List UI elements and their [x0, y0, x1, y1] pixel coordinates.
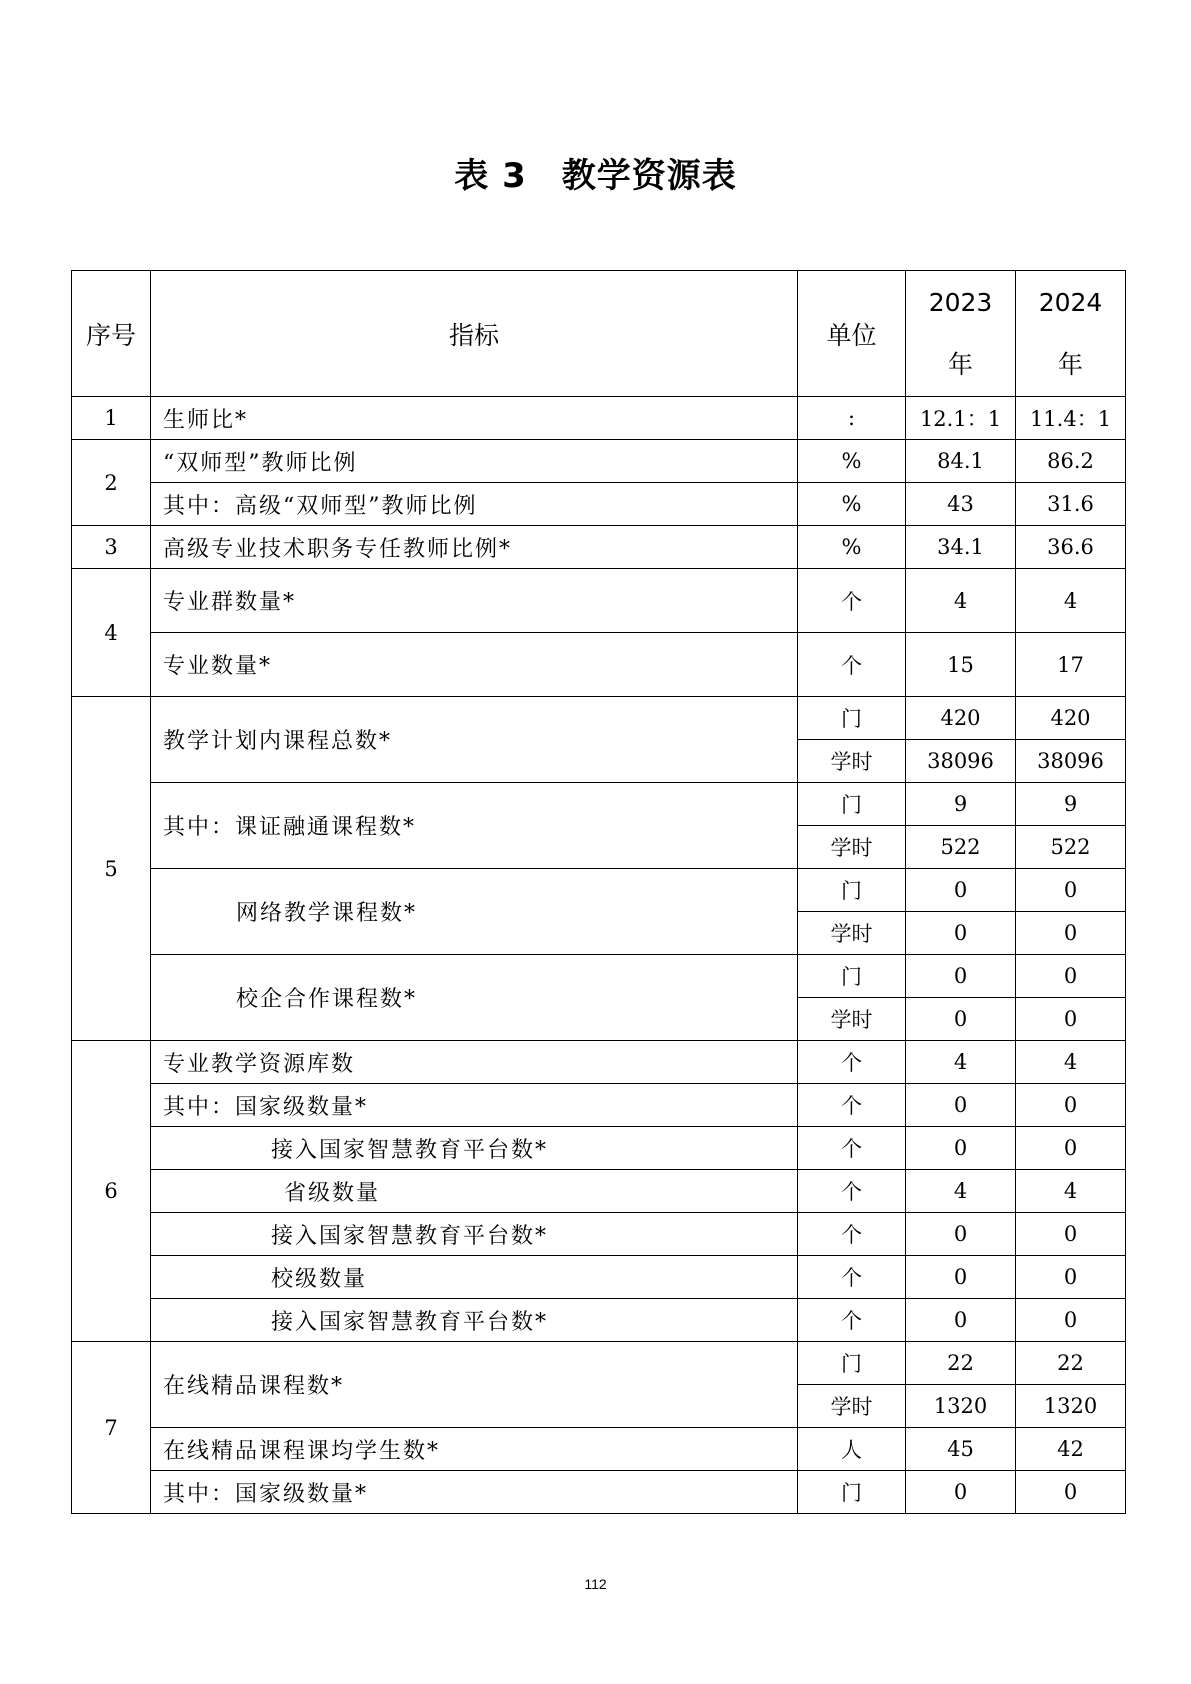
value-2023-cell: 43 [906, 483, 1016, 526]
value-2023-cell: 0 [906, 1127, 1016, 1170]
header-2023-year: 2023 [928, 287, 993, 317]
unit-cell: % [798, 483, 906, 526]
header-unit: 单位 [798, 271, 906, 397]
value-2024-cell: 36.6 [1016, 526, 1126, 569]
unit-cell: 门 [798, 697, 906, 740]
header-2023-suffix: 年 [947, 349, 973, 379]
value-2023-cell: 12.1：1 [906, 397, 1016, 440]
value-2023-cell: 0 [906, 1299, 1016, 1342]
unit-cell: 个 [798, 569, 906, 633]
unit-cell: 人 [798, 1428, 906, 1471]
value-2024-cell: 0 [1016, 998, 1126, 1041]
seq-cell: 3 [72, 526, 151, 569]
table-row [72, 1170, 1126, 1213]
indicator-cell: 校企合作课程数* [151, 955, 798, 1041]
indicator-cell: 其中：高级“双师型”教师比例 [151, 483, 798, 526]
unit-cell: 个 [798, 1299, 906, 1342]
table-row [72, 1256, 1126, 1299]
value-2023-cell: 420 [906, 697, 1016, 740]
value-2023-cell: 84.1 [906, 440, 1016, 483]
value-2024-cell: 4 [1016, 1170, 1126, 1213]
value-2024-cell: 42 [1016, 1428, 1126, 1471]
value-2024-cell: 522 [1016, 826, 1126, 869]
seq-cell: 7 [72, 1342, 151, 1514]
indicator-cell: 接入国家智慧教育平台数* [151, 1213, 798, 1256]
header-2024 [1016, 271, 1126, 397]
table-row [72, 1127, 1126, 1170]
indicator-cell: “双师型”教师比例 [151, 440, 798, 483]
value-2024-cell: 0 [1016, 1127, 1126, 1170]
value-2024-cell: 9 [1016, 783, 1126, 826]
unit-cell: 个 [798, 1256, 906, 1299]
value-2023-cell: 4 [906, 569, 1016, 633]
table-row [72, 1428, 1126, 1471]
header-indicator: 指标 [151, 271, 798, 397]
value-2023-cell: 1320 [906, 1385, 1016, 1428]
table-title: 表 3 教学资源表 [454, 156, 737, 196]
table-row [72, 955, 1126, 998]
unit-cell: 学时 [798, 998, 906, 1041]
table-row [72, 633, 1126, 697]
value-2023-cell: 38096 [906, 740, 1016, 783]
value-2024-cell: 38096 [1016, 740, 1126, 783]
value-2023-cell: 0 [906, 1213, 1016, 1256]
unit-cell: % [798, 440, 906, 483]
value-2023-cell: 45 [906, 1428, 1016, 1471]
header-2024-suffix: 年 [1057, 349, 1083, 379]
value-2024-cell: 0 [1016, 955, 1126, 998]
table-row [72, 440, 1126, 483]
indicator-cell: 专业教学资源库数 [151, 1041, 798, 1084]
value-2024-cell: 420 [1016, 697, 1126, 740]
unit-cell: 门 [798, 783, 906, 826]
indicator-cell: 教学计划内课程总数* [151, 697, 798, 783]
value-2024-cell: 0 [1016, 1256, 1126, 1299]
value-2023-cell: 0 [906, 1471, 1016, 1514]
value-2024-cell: 1320 [1016, 1385, 1126, 1428]
indicator-cell: 生师比* [151, 397, 798, 440]
unit-cell: 个 [798, 633, 906, 697]
value-2024-cell: 17 [1016, 633, 1126, 697]
value-2023-cell: 4 [906, 1170, 1016, 1213]
value-2024-cell: 4 [1016, 569, 1126, 633]
indicator-cell: 省级数量 [151, 1170, 798, 1213]
value-2023-cell: 0 [906, 1084, 1016, 1127]
seq-cell: 5 [72, 697, 151, 1041]
indicator-cell: 专业数量* [151, 633, 798, 697]
table-row [72, 526, 1126, 569]
indicator-cell: 在线精品课程数* [151, 1342, 798, 1428]
unit-cell: 门 [798, 1471, 906, 1514]
value-2023-cell: 0 [906, 955, 1016, 998]
seq-cell: 2 [72, 440, 151, 526]
indicator-cell: 高级专业技术职务专任教师比例* [151, 526, 798, 569]
value-2023-cell: 522 [906, 826, 1016, 869]
indicator-cell: 接入国家智慧教育平台数* [151, 1127, 798, 1170]
unit-cell: 门 [798, 869, 906, 912]
value-2023-cell: 0 [906, 1256, 1016, 1299]
unit-cell: 个 [798, 1170, 906, 1213]
unit-cell: % [798, 526, 906, 569]
unit-cell: 门 [798, 955, 906, 998]
value-2024-cell: 86.2 [1016, 440, 1126, 483]
indicator-cell: 其中：国家级数量* [151, 1471, 798, 1514]
page-number: 112 [584, 1576, 607, 1592]
value-2024-cell: 11.4：1 [1016, 397, 1126, 440]
unit-cell: 学时 [798, 826, 906, 869]
teaching-resources-table [71, 270, 1126, 1514]
table-body [72, 397, 1126, 1514]
header-row [72, 271, 1126, 397]
table-row [72, 1084, 1126, 1127]
value-2024-cell: 0 [1016, 1299, 1126, 1342]
unit-cell: 个 [798, 1127, 906, 1170]
header-2024-year: 2024 [1038, 287, 1103, 317]
table-row [72, 397, 1126, 440]
value-2023-cell: 34.1 [906, 526, 1016, 569]
unit-cell: : [798, 397, 906, 440]
indicator-cell: 其中：课证融通课程数* [151, 783, 798, 869]
value-2024-cell: 0 [1016, 1471, 1126, 1514]
seq-cell: 6 [72, 1041, 151, 1342]
unit-cell: 个 [798, 1084, 906, 1127]
value-2024-cell: 0 [1016, 1213, 1126, 1256]
value-2023-cell: 0 [906, 869, 1016, 912]
indicator-cell: 其中：国家级数量* [151, 1084, 798, 1127]
table-row [72, 1299, 1126, 1342]
seq-cell: 1 [72, 397, 151, 440]
indicator-cell: 接入国家智慧教育平台数* [151, 1299, 798, 1342]
table-row [72, 783, 1126, 826]
seq-cell: 4 [72, 569, 151, 697]
unit-cell: 个 [798, 1213, 906, 1256]
indicator-cell: 校级数量 [151, 1256, 798, 1299]
header-2023 [906, 271, 1016, 397]
table-row [72, 1471, 1126, 1514]
indicator-cell: 在线精品课程课均学生数* [151, 1428, 798, 1471]
unit-cell: 学时 [798, 1385, 906, 1428]
value-2023-cell: 9 [906, 783, 1016, 826]
value-2023-cell: 0 [906, 998, 1016, 1041]
unit-cell: 学时 [798, 912, 906, 955]
table-row [72, 569, 1126, 633]
value-2024-cell: 22 [1016, 1342, 1126, 1385]
value-2024-cell: 0 [1016, 869, 1126, 912]
value-2024-cell: 4 [1016, 1041, 1126, 1084]
value-2023-cell: 4 [906, 1041, 1016, 1084]
value-2024-cell: 0 [1016, 912, 1126, 955]
header-seq: 序号 [72, 271, 151, 397]
unit-cell: 个 [798, 1041, 906, 1084]
table-row [72, 869, 1126, 912]
indicator-cell: 网络教学课程数* [151, 869, 798, 955]
unit-cell: 门 [798, 1342, 906, 1385]
value-2023-cell: 22 [906, 1342, 1016, 1385]
value-2024-cell: 0 [1016, 1084, 1126, 1127]
value-2023-cell: 0 [906, 912, 1016, 955]
unit-cell: 学时 [798, 740, 906, 783]
indicator-cell: 专业群数量* [151, 569, 798, 633]
table-row [72, 697, 1126, 740]
table-row [72, 483, 1126, 526]
table-row [72, 1213, 1126, 1256]
value-2024-cell: 31.6 [1016, 483, 1126, 526]
value-2023-cell: 15 [906, 633, 1016, 697]
table-row [72, 1342, 1126, 1385]
table-row [72, 1041, 1126, 1084]
